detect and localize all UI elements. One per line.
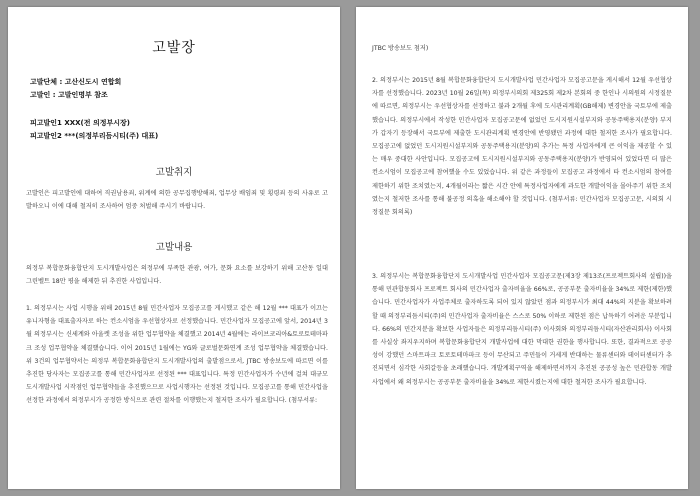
purpose-text: 고발인은 피고발인에 대하여 직권남용죄, 위계에 의한 공무집행방해죄, 업무상 배임죄 및 횡령죄 등의 사유로 고발하오니 이에 대해 철저히 조사하여 엄중 처벌해 주시기 바랍니다. — [26, 190, 328, 211]
continuation-text: JTBC 방송보도 첨저) — [372, 45, 429, 52]
complainant-person: 고발인 : 고발인명부 참조 — [30, 91, 108, 99]
document-title: 고발장 — [152, 40, 196, 56]
accused-2: 피고발인2 ***(의정부리듬시티(주) 대표) — [30, 132, 159, 140]
content-item-3: 3. 의정부시는 복합문화융합단지 도시개발사업 민간사업자 모집공고문(제3장 제13조(프로젝트회사의 설립))을 통해 민관합동회사 프로젝트 회사의 민간사업자 출자비율을 66%로, 공공부문 출자비율을 34%로 제한(제한)했습니다. 민간사업자가 사업주체로 출자하도록 되어 있지 않았던 점과 의정부시가 최대 44%의 지분을 확보하려 할 때 의정부리듬시티(주)의 민간사업자 출자비율은 스스로 50% 이하로 제한된 점은 납득하기 어려운 부분입니다. 66%의 민간지분을 확보한 사업자들은 의정부리듬시티(주) 이사회와 의정부리듬시티(자산관리회사) 이사회를 사실상 좌지우지하며 복합문화융합단지 개발사업에 대한 막대한 권한을 행사합니다. 또한, 결과적으로 공공성이 강했던 스마트파크 토로토테마파크 등이 무산되고 주민들이 거세게 반대하는 물류센터와 데이터센터가 추진되면서 심각한 사회갈등을 초래했습니다. 개발계획구역을 해제하면서까지 추진된 공공성 높은 민관합동 개발사업에서 왜 의정부시는 공공부문 출자비율을 34%로 제한시켰는지에 대한 철저한 조사가 필요합니다. — [372, 273, 672, 386]
content-item-2: 2. 의정부시는 2015년 8월 복합문화융합단지 도시개발사업 민간사업자 모집공고문을 게시해서 12월 우선협상자를 선정했습니다. 2023년 10월 26일(목) 의정부시의회 제325회 제2차 본회의 중 한인나 시의원의 시정질문에 따르면, 의정부시는 우선협상자를 선정하고 불과 2개월 후에 도시관리계획(GB해제) 변경안을 국토부에 제출했습니다. 의정부시에서 작성한 민간사업자 모집공고문에 없었던 도시지원시설부지와 공동주택용지(분양) 부지가 갑자기 등장해서 국토부에 제출한 도시관리계획 변경안에 반영됐던 과정에 대한 철저한 조사가 필요합니다. 모집공고에 없었던 도시지원시설부지와 공동주택용지(분양)의 추가는 특정 사업자에게 큰 이익을 제공할 수 있는 매우 중대한 사안입니다. 모집공고에 도시지원시설부지와 공동주택용지(분양)가 반영되어 있었다면 더 많은 컨소시엄이 모집공고에 참여했을 수도 있었습니다. 위 같은 과정들이 모집공고 과정에서 타 컨소시엄의 참여를 제한하기 위한 조치였는지, 4개월이라는 짧은 시간 안에 특정사업자에게 과도한 개발이익을 몰아주기 위한 조치였는지 철저한 조사를 통해 불공정 의혹을 해소해야 할 것입니다. (첨부서류: 민간사업자 모집공고문, 시의회 시정질문 회의록) — [372, 77, 672, 217]
complainant-org: 고발단체 : 고산신도시 연합회 — [30, 78, 122, 86]
purpose-heading: 고발취지 — [155, 167, 193, 178]
accused-1: 피고발인1 XXX(전 의정부시장) — [30, 119, 130, 127]
content-heading: 고발내용 — [155, 242, 193, 253]
document-page-1 — [8, 7, 340, 489]
content-intro: 의정부 복합문화융합단지 도시개발사업은 의정부에 부족한 관광, 여가, 문화 요소를 보강하기 위해 고산동 일대 그린벨트 18만 평을 해제한 뒤 추진한 사업입니다. — [26, 265, 328, 286]
document-page-2 — [356, 7, 688, 489]
content-item-1: 1. 의정부시는 사업 시행을 위해 2015년 8월 민간사업자 모집공고를 게시했고 같은 해 12월 *** 대표가 이끄는 유니자형을 대표출자자로 하는 컨소시엄을 우선협상자로 선정했습니다. 민간사업자 모집공고에 앞서, 2014년 3월 의정부시는 신세계와 아울렛 조성을 위한 업무협약을 체결했고 2014년 4월에는 라이브코리아&토로토테마파크 조성 업무협약을 체결했습니다. 이어 2015년 1월에는 YG와 글로벌문화연계 조성 업무협약을 체결했습니다. 위 3건의 업무협약서는 의정부 복합문화융합단지 도시개발사업의 출발점으로서, JTBC 방송보도에 따르면 이를 추진한 당사자는 모집공고를 통해 민간사업자로 선정된 *** 대표입니다. 특정 민간사업자가 수년에 걸쳐 대규모 도시개발사업 시작점인 업무협약들을 추진했으므로 사업시행자는 선정된 것입니다. 모집공고를 통해 민간사업을 선정한 과정에서 의정부시가 공정한 방식으로 관련 절차를 이행했는지 철저한 조사가 필요합니다. (첨부서류: — [26, 305, 328, 405]
